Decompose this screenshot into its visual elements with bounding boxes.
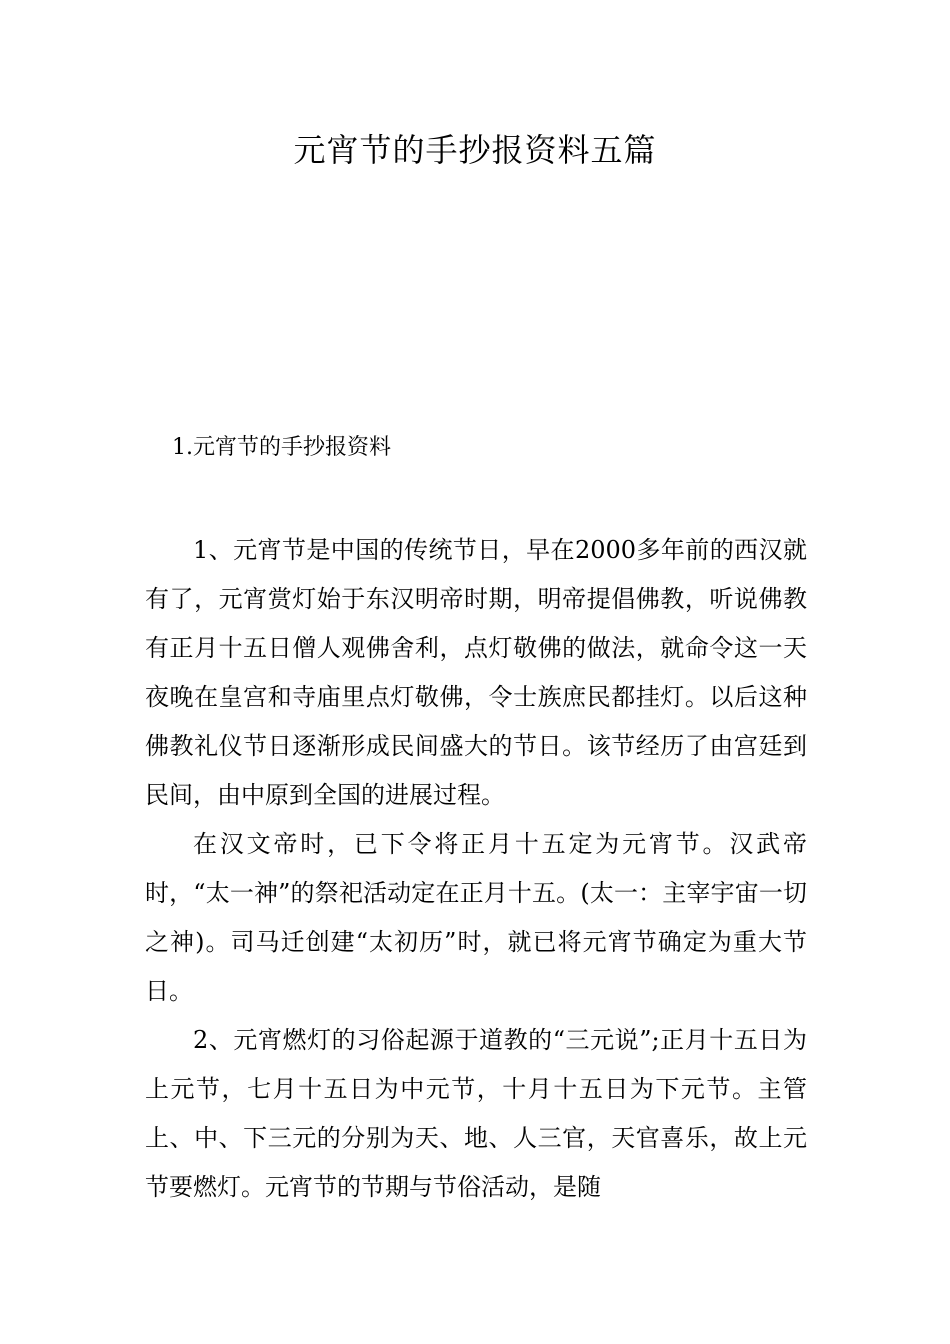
paragraph: 在汉文帝时，已下令将正月十五定为元宵节。汉武帝时，“太一神”的祭祀活动定在正月十五。(太一：主宰宇宙一切之神)。司马迁创建“太初历”时，就已将元宵节确定为重大节日。	[145, 830, 807, 1005]
paragraph: 2、元宵燃灯的习俗起源于道教的“三元说”;正月十五日为上元节，七月十五日为中元节，十月十五日为下元节。主管上、中、下三元的分别为天、地、人三官，天官喜乐，故上元节要燃灯。元宵节的节期与节俗活动，是随	[145, 1026, 807, 1201]
paragraph: 1、元宵节是中国的传统节日，早在2000多年前的西汉就有了，元宵赏灯始于东汉明帝时期，明帝提倡佛教，听说佛教有正月十五日僧人观佛舍利，点灯敬佛的做法，就命令这一天夜晚在皇宫和寺庙里点灯敬佛，令士族庶民都挂灯。以后这种佛教礼仪节日逐渐形成民间盛大的节日。该节经历了由宫廷到民间，由中原到全国的进展过程。	[145, 536, 807, 809]
section-heading: 1.元宵节的手抄报资料	[172, 435, 391, 460]
document-body	[145, 526, 807, 1212]
document-title: 元宵节的手抄报资料五篇	[293, 131, 657, 169]
